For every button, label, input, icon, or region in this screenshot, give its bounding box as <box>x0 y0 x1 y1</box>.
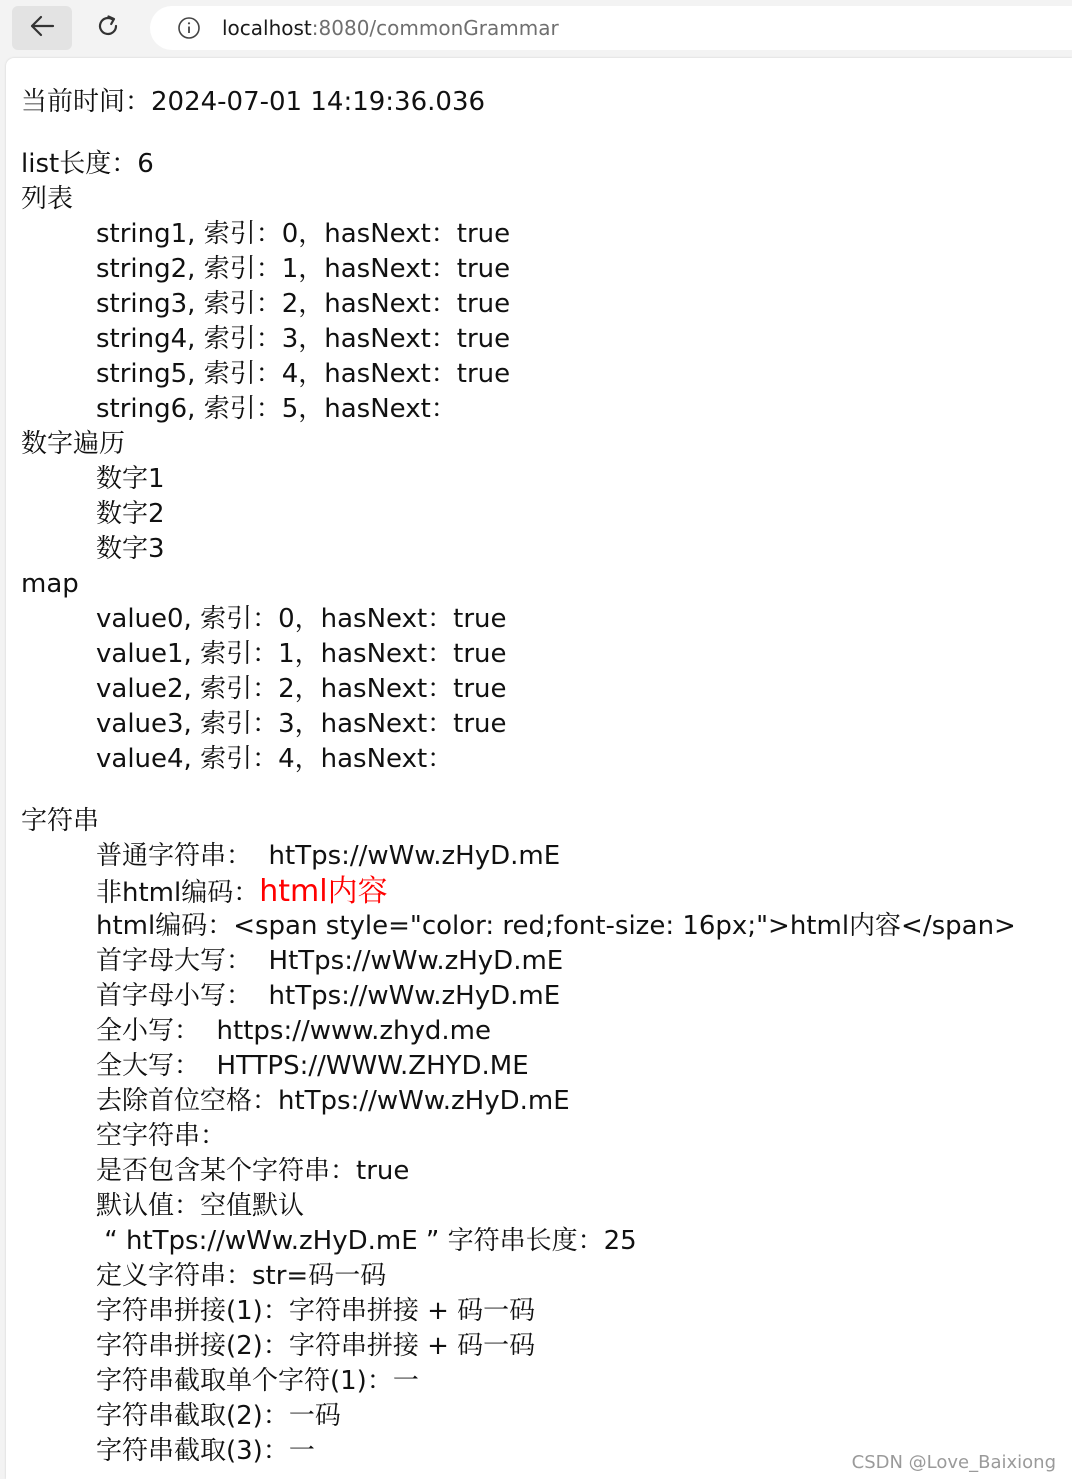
current-time: 当前时间：2024-07-01 14:19:36.036 <box>21 87 486 117</box>
url-path: :8080/commonGrammar <box>311 16 559 40</box>
list-length: list长度：6 <box>21 149 154 179</box>
substring-line-3: 字符串截取(3)：一 <box>96 1436 315 1466</box>
plain-string: 普通字符串： htTps://wWw.zHyD.mE <box>96 841 561 871</box>
contains-line: 是否包含某个字符串：true <box>96 1156 410 1186</box>
page-viewport <box>6 58 1072 1479</box>
info-icon[interactable] <box>176 15 202 41</box>
capitalize-line: 首字母大写： HtTps://wWw.zHyD.mE <box>96 946 564 976</box>
concat-line-1: 字符串拼接(1)：字符串拼接 + 码一码 <box>96 1296 536 1326</box>
string-heading: 字符串 <box>21 806 100 836</box>
default-value-line: 默认值：空值默认 <box>96 1191 305 1221</box>
number-item: 数字3 <box>96 534 165 564</box>
list-item: string5, 索引：4，hasNext：true <box>96 359 511 389</box>
trim-line: 去除首位空格：htTps://wWw.zHyD.mE <box>96 1086 570 1116</box>
map-item: value0, 索引：0，hasNext：true <box>96 604 507 634</box>
watermark: CSDN @Love_Baixiong <box>851 1452 1056 1473</box>
empty-string-line: 空字符串： <box>96 1121 227 1151</box>
lowercase-line: 全小写： https://www.zhyd.me <box>96 1016 492 1046</box>
map-item: value1, 索引：1，hasNext：true <box>96 639 507 669</box>
list-item: string2, 索引：1，hasNext：true <box>96 254 511 284</box>
substring-line-2: 字符串截取(2)：一码 <box>96 1401 341 1431</box>
list-item: string3, 索引：2，hasNext：true <box>96 289 511 319</box>
address-bar[interactable] <box>150 6 1072 50</box>
number-item: 数字2 <box>96 499 165 529</box>
map-heading: map <box>21 569 79 599</box>
page-content <box>21 58 1061 1469</box>
back-arrow-icon <box>29 15 55 41</box>
concat-line-2: 字符串拼接(2)：字符串拼接 + 码一码 <box>96 1331 536 1361</box>
list-item: string1, 索引：0，hasNext：true <box>96 219 511 249</box>
non-html-encoded <box>21 874 1061 909</box>
url-text[interactable] <box>222 16 559 40</box>
non-html-value: html内容 <box>259 874 388 909</box>
reload-button[interactable] <box>78 6 138 50</box>
map-item: value2, 索引：2，hasNext：true <box>96 674 507 704</box>
url-host: localhost <box>222 16 312 40</box>
length-line: “ htTps://wWw.zHyD.mE ” 字符串长度：25 <box>96 1226 637 1256</box>
html-encoded: html编码：<span style="color: red;font-size: 16px;">html内容</span> <box>96 911 1016 941</box>
browser-toolbar <box>0 0 1072 56</box>
number-heading: 数字遍历 <box>21 429 126 459</box>
define-string-line: 定义字符串：str=码一码 <box>96 1261 387 1291</box>
list-heading: 列表 <box>21 184 74 214</box>
non-html-label: 非html编码： <box>96 878 260 908</box>
back-button[interactable] <box>12 6 72 50</box>
reload-icon <box>95 13 121 43</box>
map-item: value4, 索引：4，hasNext： <box>96 744 454 774</box>
substring-line-1: 字符串截取单个字符(1)：一 <box>96 1366 419 1396</box>
list-item: string6, 索引：5，hasNext： <box>96 394 457 424</box>
uppercase-line: 全大写： HTTPS://WWW.ZHYD.ME <box>96 1051 529 1081</box>
list-item: string4, 索引：3，hasNext：true <box>96 324 511 354</box>
uncapitalize-line: 首字母小写： htTps://wWw.zHyD.mE <box>96 981 561 1011</box>
map-item: value3, 索引：3，hasNext：true <box>96 709 507 739</box>
number-item: 数字1 <box>96 464 165 494</box>
